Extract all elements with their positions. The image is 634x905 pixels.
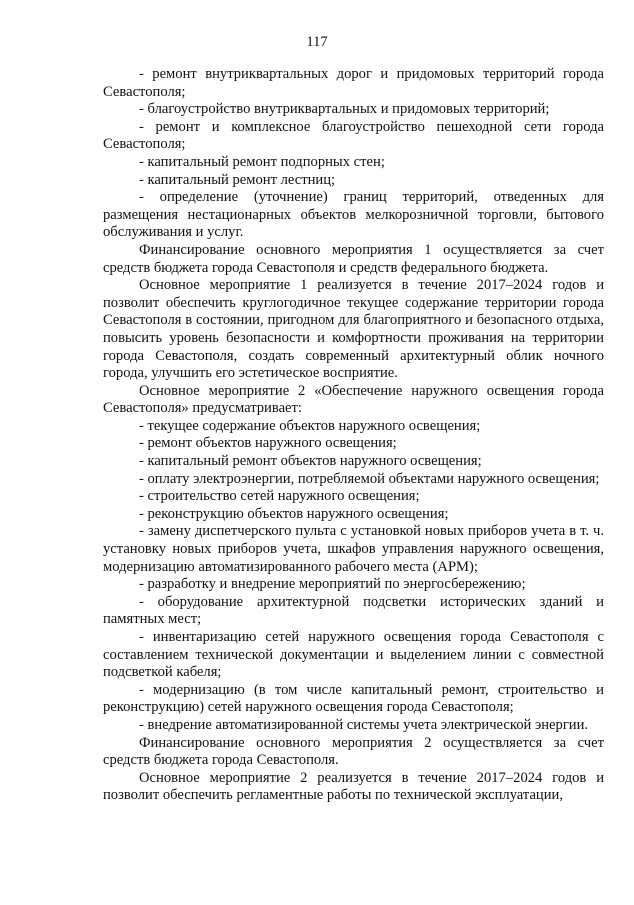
list-item: - ремонт объектов наружного освещения;: [139, 435, 397, 452]
list-item: - капитальный ремонт объектов наружного освещения;: [139, 453, 482, 470]
paragraph: Финансирование основного мероприятия 2 осуществляется за счет средств бюджета города Севастополя.: [103, 734, 604, 769]
paragraph: Финансирование основного мероприятия 1 осуществляется за счет средств бюджета города Севастополя и средств федерального бюджета.: [103, 241, 604, 276]
list-item: - разработку и внедрение мероприятий по энергосбережению;: [139, 576, 526, 593]
body-text: [103, 66, 604, 805]
list-item: - замену диспетчерского пульта с установкой новых приборов учета в т. ч. установку новых приборов учета, шкафов управления наружного освещения, модернизацию автоматизированного рабочего места (АРМ);: [103, 523, 604, 575]
paragraph: Основное мероприятие 1 реализуется в течение 2017–2024 годов и позволит обеспечить круглогодичное текущее содержание территории города Севастополя в состоянии, пригодном для благоприятного и безопасного отдыха, повысить уровень безопасности и комфортности проживания на территории города Севастополя, создать современный архитектурный облик ночного города, улучшить его эстетическое восприятие.: [103, 277, 604, 382]
list-item: - капитальный ремонт подпорных стен;: [139, 153, 385, 170]
list-item: - ремонт и комплексное благоустройство пешеходной сети города Севастополя;: [103, 118, 604, 153]
list-item: - ремонт внутриквартальных дорог и придомовых территорий города Севастополя;: [103, 66, 604, 100]
list-item: - модернизацию (в том числе капитальный ремонт, строительство и реконструкцию) сетей наружного освещения города Севастополя;: [103, 681, 604, 716]
list-item: - инвентаризацию сетей наружного освещения города Севастополя с составлением технической документации и выделением линии с совместной подсветкой кабеля;: [103, 629, 604, 681]
list-item: - капитальный ремонт лестниц;: [139, 171, 336, 188]
paragraph: Основное мероприятие 2 реализуется в течение 2017–2024 годов и позволит обеспечить регламентные работы по технической эксплуатации,: [103, 769, 604, 804]
list-item: - внедрение автоматизированной системы учета электрической энергии.: [139, 716, 589, 733]
list-item: - оборудование архитектурной подсветки исторических зданий и памятных мест;: [103, 593, 604, 628]
paragraph: Основное мероприятие 2 «Обеспечение наружного освещения города Севастополя» предусматривает:: [103, 382, 604, 417]
list-item: - текущее содержание объектов наружного освещения;: [139, 417, 481, 434]
list-item: - реконструкцию объектов наружного освещения;: [139, 505, 449, 522]
page-number: 117: [306, 34, 328, 50]
list-item: - оплату электроэнергии, потребляемой объектами наружного освещения;: [139, 470, 600, 487]
list-item: - строительство сетей наружного освещения;: [139, 488, 420, 505]
list-item: - благоустройство внутриквартальных и придомовых территорий;: [139, 101, 550, 118]
list-item: - определение (уточнение) границ территорий, отведенных для размещения нестационарных объектов мелкорозничной торговли, бытового обслуживания и услуг.: [103, 189, 604, 241]
